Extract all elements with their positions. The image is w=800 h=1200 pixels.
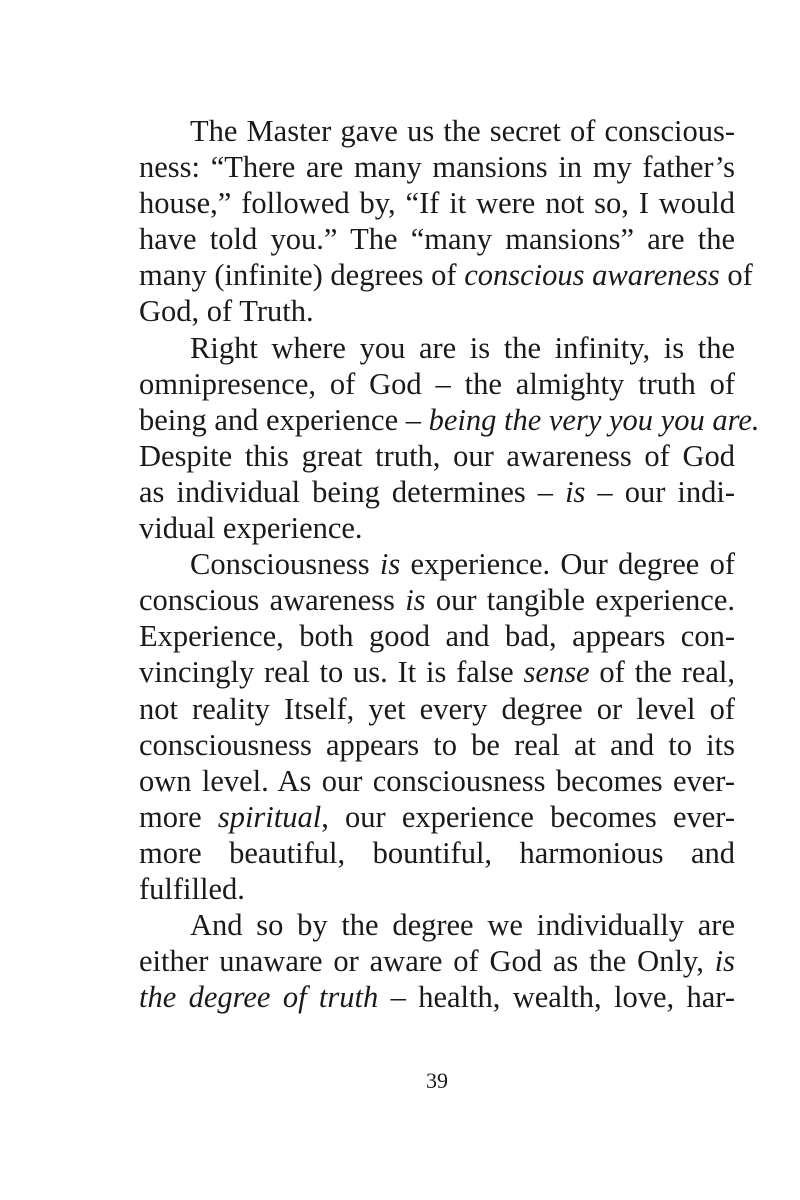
- text-run: God, of Truth.: [139, 294, 314, 329]
- text-run: consciousness appears to be real at and to its: [139, 727, 735, 762]
- text-run: fulfilled.: [139, 871, 245, 906]
- page-number: 39: [426, 1068, 448, 1093]
- italic-text: is: [379, 547, 401, 582]
- text-line: [139, 402, 760, 438]
- text-run: as individual being determines –: [139, 474, 566, 509]
- text-run: more beautiful, bountiful, harmonious and: [139, 835, 735, 870]
- italic-text: sense: [523, 655, 590, 690]
- text-run: not reality Itself, yet every degree or level of: [139, 691, 735, 726]
- italic-text: is: [714, 944, 735, 979]
- text-run: Consciousness: [190, 547, 380, 582]
- body-text: [139, 113, 760, 1015]
- text-line: [139, 907, 735, 943]
- italic-text: the degree of truth: [139, 980, 379, 1015]
- text-run: being and experience –: [139, 402, 429, 437]
- text-line: [139, 546, 735, 582]
- text-line: [139, 763, 735, 799]
- text-run: omnipresence, of God – the almighty truth of: [139, 366, 735, 401]
- italic-text: conscious awareness: [464, 258, 720, 293]
- text-line: [139, 979, 735, 1015]
- text-line: [139, 113, 735, 149]
- text-run: of the real,: [589, 655, 736, 690]
- text-line: [139, 799, 735, 835]
- text-run: many (infinite) degrees of: [139, 258, 465, 293]
- text-run: have told you.” The “many mansions” are the: [139, 222, 735, 257]
- italic-text: is: [565, 474, 586, 509]
- text-run: either unaware or aware of God as the Only,: [139, 944, 715, 979]
- text-line: [139, 185, 735, 221]
- text-run: – health, wealth, love, har-: [378, 980, 736, 1015]
- text-run: vincingly real to us. It is false: [139, 655, 524, 690]
- text-run: And so by the degree we individually are: [190, 908, 735, 943]
- text-run: Experience, both good and bad, appears con-: [139, 619, 735, 654]
- text-line: [139, 654, 735, 690]
- text-run: Right where you are is the infinity, is the: [190, 330, 735, 365]
- text-line: [139, 330, 735, 366]
- italic-text: is: [405, 583, 426, 618]
- text-line: [139, 943, 735, 979]
- text-line: [139, 221, 735, 257]
- text-line: [139, 438, 735, 474]
- text-run: house,” followed by, “If it were not so, I would: [139, 186, 735, 221]
- text-run: vidual experience.: [139, 511, 363, 546]
- paragraph: [139, 546, 735, 907]
- text-line: [139, 293, 735, 329]
- text-run: own level. As our consciousness becomes ever-: [139, 763, 735, 798]
- text-run: conscious awareness: [139, 583, 406, 618]
- text-run: ness: “There are many mansions in my father’s: [139, 150, 735, 185]
- text-line: [139, 727, 735, 763]
- text-line: [139, 149, 735, 185]
- italic-text: spiritual: [217, 799, 322, 834]
- text-run: Despite this great truth, our awareness of God: [139, 438, 735, 473]
- paragraph: [139, 330, 760, 547]
- text-run: of: [719, 258, 753, 293]
- text-line: [139, 582, 735, 618]
- text-line: [139, 618, 735, 654]
- text-line: [139, 691, 735, 727]
- text-line: [139, 871, 735, 907]
- paragraph: [139, 907, 735, 1015]
- text-run: , our experience becomes ever-: [321, 799, 735, 834]
- text-run: our tangible experience.: [425, 583, 735, 618]
- text-run: The Master gave us the secret of conscious-: [190, 114, 735, 148]
- text-line: [139, 835, 735, 871]
- text-line: [139, 366, 735, 402]
- italic-text: being the very you you are.: [428, 402, 760, 437]
- paragraph: [139, 113, 753, 330]
- text-line: [139, 510, 735, 546]
- text-run: – our indi-: [585, 474, 735, 509]
- text-run: more: [139, 799, 218, 834]
- text-line: [139, 257, 753, 293]
- text-run: experience. Our degree of: [400, 547, 735, 582]
- text-line: [139, 474, 735, 510]
